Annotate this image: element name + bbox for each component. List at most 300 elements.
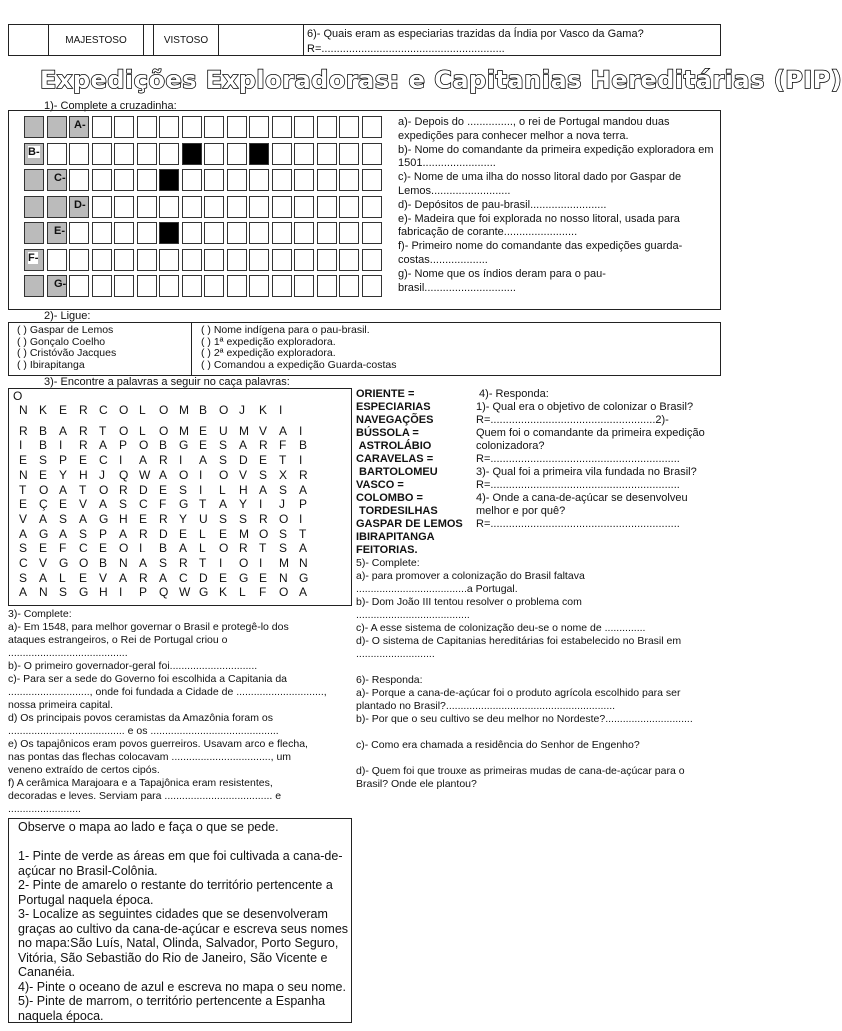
crossword-cell[interactable] (272, 116, 292, 138)
question-6-text: 6)- Quais eram as especiarias trazidas da Índia por Vasco da Gama? (307, 28, 644, 40)
crossword-cell[interactable] (204, 116, 224, 138)
ligue-left-item: ( ) Gonçalo Coelho (17, 335, 106, 348)
wordsearch-letter[interactable]: K (259, 403, 268, 417)
crossword-cell[interactable] (339, 196, 359, 218)
wordsearch-letter[interactable]: G (99, 511, 109, 526)
wordsearch-letter[interactable]: R (179, 556, 188, 570)
wordsearch-letter[interactable]: X (279, 467, 288, 482)
wordsearch-letter[interactable]: U (219, 423, 228, 438)
wordsearch-letter[interactable]: M (179, 423, 189, 438)
crossword-cell[interactable] (159, 196, 179, 218)
crossword-cell[interactable] (272, 169, 292, 191)
wordsearch-letter[interactable]: M (179, 403, 189, 417)
wordsearch-letter[interactable]: C (179, 570, 188, 585)
wordsearch-letter[interactable]: A (299, 541, 308, 556)
wordsearch-letter[interactable]: E (59, 497, 68, 512)
wordsearch-letter[interactable]: I (119, 585, 123, 600)
wordsearch-letter[interactable]: H (119, 511, 128, 526)
crossword-cell[interactable] (159, 249, 179, 271)
crossword-cell[interactable] (227, 275, 247, 297)
crossword-cell[interactable] (114, 275, 134, 297)
wordsearch-letter[interactable]: A (279, 423, 288, 438)
crossword-cell[interactable] (137, 275, 157, 297)
wordsearch-letter[interactable]: D (139, 482, 148, 497)
wordsearch-letter[interactable]: T (199, 497, 207, 512)
wordsearch-letter[interactable]: B (99, 556, 108, 570)
wordsearch-letter[interactable]: A (239, 438, 248, 453)
wordsearch-letter[interactable]: L (239, 585, 246, 600)
wordsearch-letter[interactable]: S (179, 482, 188, 497)
wordsearch-letter[interactable]: R (19, 423, 28, 438)
wordsearch-letter[interactable]: D (159, 526, 168, 541)
wordsearch-letter[interactable]: R (239, 541, 248, 556)
wordsearch-letter[interactable]: O (219, 467, 229, 482)
header-question-6 (307, 27, 722, 57)
wordsearch-letter[interactable]: A (19, 585, 28, 600)
wordsearch-letter[interactable]: Y (59, 467, 68, 482)
crossword-cell[interactable] (362, 116, 382, 138)
wordsearch-letter[interactable]: O (279, 585, 289, 600)
crossword-cell[interactable] (294, 196, 314, 218)
question-5-6-line: 5)- Complete: (356, 557, 420, 569)
crossword-cell[interactable] (227, 196, 247, 218)
wordsearch-letter[interactable]: G (39, 526, 49, 541)
wordsearch-letter[interactable]: O (219, 403, 229, 417)
wordsearch-letter[interactable]: S (219, 453, 228, 468)
wordsearch-letter[interactable]: E (19, 497, 28, 512)
crossword-cell[interactable] (137, 222, 157, 244)
wordsearch-letter[interactable]: L (139, 403, 146, 417)
wordsearch-letter[interactable]: E (139, 511, 148, 526)
wordsearch-letter[interactable]: A (59, 423, 68, 438)
wordsearch-letter[interactable]: L (219, 482, 226, 497)
crossword-cell[interactable] (362, 222, 382, 244)
wordsearch-letter[interactable]: O (79, 556, 89, 570)
wordsearch-letter[interactable]: B (159, 541, 168, 556)
crossword-cell[interactable] (69, 222, 89, 244)
wordsearch-letter[interactable]: R (259, 438, 268, 453)
wordsearch-letter[interactable]: V (79, 497, 88, 512)
crossword-cell[interactable] (294, 143, 314, 165)
wordsearch-letter[interactable]: C (99, 403, 108, 417)
crossword-cell[interactable] (249, 222, 269, 244)
crossword-cell[interactable] (182, 196, 202, 218)
wordsearch-letter[interactable]: A (59, 482, 68, 497)
wordsearch-letter[interactable]: P (139, 585, 148, 600)
wordsearch-letter[interactable]: E (179, 526, 188, 541)
wordsearch-letter[interactable]: S (219, 511, 228, 526)
wordsearch-letter[interactable]: P (59, 453, 68, 468)
wordsearch-letter[interactable]: J (239, 403, 245, 417)
wordsearch-letter[interactable]: P (119, 438, 128, 453)
wordsearch-letter[interactable]: N (299, 556, 308, 570)
wordsearch-letter[interactable]: R (299, 467, 308, 482)
crossword-cell[interactable] (137, 143, 157, 165)
crossword-cell[interactable] (362, 143, 382, 165)
wordsearch-letter[interactable]: A (199, 453, 208, 468)
crossword-cell[interactable] (159, 116, 179, 138)
wordsearch-letter[interactable]: A (159, 467, 168, 482)
wordsearch-letter[interactable]: Q (159, 585, 169, 600)
wordsearch-letter[interactable]: O (139, 438, 149, 453)
wordsearch-letter[interactable]: O (119, 541, 129, 556)
wordsearch-letter[interactable]: K (219, 585, 228, 600)
wordsearch-letter[interactable]: O (119, 403, 129, 417)
crossword-cell[interactable] (114, 222, 134, 244)
crossword-cell[interactable] (47, 143, 67, 165)
wordsearch-letter[interactable]: M (239, 526, 249, 541)
wordsearch-letter[interactable]: S (259, 467, 268, 482)
wordsearch-letter[interactable]: O (119, 423, 129, 438)
wordsearch-letter[interactable]: F (159, 497, 167, 512)
crossword-cell[interactable] (317, 143, 337, 165)
crossword-cell[interactable] (114, 196, 134, 218)
wordsearch-letter[interactable]: E (259, 453, 268, 468)
wordsearch-row (19, 453, 319, 468)
wordsearch-letter[interactable]: S (39, 453, 48, 468)
wordsearch-letter[interactable]: I (199, 482, 203, 497)
crossword-cell[interactable] (272, 222, 292, 244)
wordsearch-letter[interactable]: A (179, 541, 188, 556)
wordsearch-letter[interactable]: Ç (39, 497, 48, 512)
wordsearch-letter[interactable]: E (39, 541, 48, 556)
wordsearch-letter[interactable]: A (259, 482, 268, 497)
wordsearch-letter[interactable]: I (259, 556, 263, 570)
wordsearch-letter[interactable]: G (199, 585, 209, 600)
wordsearch-letter[interactable]: T (199, 556, 207, 570)
wordsearch-letter[interactable]: C (79, 541, 88, 556)
wordsearch-letter[interactable]: I (259, 497, 263, 512)
wordsearch-letter[interactable]: R (139, 570, 148, 585)
wordsearch-letter[interactable]: A (79, 511, 88, 526)
wordsearch-letter[interactable]: T (79, 482, 87, 497)
wordsearch-letter[interactable]: S (19, 541, 28, 556)
wordsearch-letter[interactable]: A (119, 570, 128, 585)
crossword-cell[interactable] (249, 275, 269, 297)
wordsearch-letter[interactable]: I (139, 541, 143, 556)
crossword-cell[interactable] (362, 275, 382, 297)
crossword-cell[interactable] (114, 249, 134, 271)
wordsearch-letter[interactable]: R (259, 511, 268, 526)
wordsearch-letter[interactable]: S (279, 526, 288, 541)
wordsearch-letter[interactable]: N (39, 585, 48, 600)
wordsearch-letter[interactable]: A (119, 526, 128, 541)
wordsearch-letter[interactable]: K (39, 403, 48, 417)
wordsearch-letter[interactable]: O (99, 482, 109, 497)
crossword-cell[interactable] (69, 249, 89, 271)
wordsearch-letter[interactable]: T (279, 453, 287, 468)
wordsearch-letter[interactable]: A (139, 453, 148, 468)
ligue-right-item: ( ) Nome indígena para o pau-brasil. (201, 324, 370, 336)
wordsearch-letter[interactable]: A (39, 511, 48, 526)
wordsearch-letter[interactable]: E (39, 467, 48, 482)
crossword-cell[interactable] (249, 249, 269, 271)
wordsearch-letter[interactable]: D (199, 570, 208, 585)
crossword-cell[interactable] (317, 116, 337, 138)
crossword-cell[interactable] (294, 222, 314, 244)
crossword-cell[interactable] (294, 275, 314, 297)
wordsearch-letter[interactable]: R (159, 453, 168, 468)
wordsearch-letter[interactable]: T (259, 541, 267, 556)
wordsearch-letter[interactable]: C (139, 497, 148, 512)
wordsearch-letter[interactable]: I (179, 453, 183, 468)
wordsearch-letter[interactable]: J (279, 497, 285, 512)
crossword-cell[interactable] (69, 143, 89, 165)
wordsearch-letter[interactable]: T (19, 482, 27, 497)
wordsearch-letter[interactable]: N (119, 556, 128, 570)
wordsearch-letter[interactable]: O (239, 556, 249, 570)
wordsearch-letter[interactable]: V (239, 467, 248, 482)
wordsearch-letter[interactable]: Y (179, 511, 188, 526)
wordsearch-letter[interactable]: N (19, 403, 28, 417)
wordsearch-letter[interactable]: E (159, 482, 168, 497)
crossword-cell[interactable] (272, 196, 292, 218)
crossword-cell[interactable] (227, 249, 247, 271)
crossword-cell[interactable] (339, 143, 359, 165)
wordsearch-letter[interactable]: L (139, 423, 146, 438)
wordsearch-row (19, 556, 319, 571)
crossword-cell[interactable] (69, 169, 89, 191)
wordsearch-letter[interactable]: P (299, 497, 308, 512)
wordsearch-letter[interactable]: B (39, 423, 48, 438)
clue-b: b)- Nome do comandante da primeira expedição exploradora em 1501........................ (398, 143, 714, 170)
crossword-cell[interactable] (114, 143, 134, 165)
wordsearch-letter[interactable]: I (299, 453, 303, 468)
crossword-cell[interactable] (92, 196, 112, 218)
wordsearch-letter[interactable]: E (79, 453, 88, 468)
wordsearch-letter[interactable]: A (99, 438, 108, 453)
wordsearch-letter[interactable]: S (279, 541, 288, 556)
crossword-cell[interactable] (317, 275, 337, 297)
wordsearch-letter[interactable]: Y (239, 497, 248, 512)
wordsearch-letter[interactable]: I (59, 438, 63, 453)
crossword-cell[interactable] (204, 222, 224, 244)
crossword-cell[interactable] (137, 116, 157, 138)
wordsearch-letter[interactable]: G (59, 556, 69, 570)
wordsearch-letter[interactable]: R (79, 403, 88, 417)
wordsearch-letter[interactable]: B (199, 403, 208, 417)
wordsearch-letter[interactable]: I (199, 467, 203, 482)
wordsearch-letter[interactable]: H (239, 482, 248, 497)
wordsearch-letter[interactable]: R (159, 511, 168, 526)
wordsearch-letter[interactable]: T (99, 423, 107, 438)
crossword-cell[interactable] (69, 275, 89, 297)
crossword-cell[interactable] (92, 275, 112, 297)
crossword-cell[interactable] (159, 143, 179, 165)
wordsearch-letter[interactable]: R (119, 482, 128, 497)
wordsearch-letter[interactable]: B (39, 438, 48, 453)
wordsearch-letter[interactable]: F (279, 438, 287, 453)
crossword-heading: 1)- Complete a cruzadinha: (44, 100, 177, 112)
wordsearch-letter[interactable]: E (219, 526, 228, 541)
wordsearch-letter[interactable]: S (239, 511, 248, 526)
crossword-cell[interactable] (182, 222, 202, 244)
crossword-cell[interactable] (317, 196, 337, 218)
wordsearch-letter[interactable]: B (159, 438, 168, 453)
crossword-cell[interactable] (249, 116, 269, 138)
wordsearch-letter[interactable]: L (59, 570, 66, 585)
wordsearch-letter[interactable]: E (219, 570, 228, 585)
crossword-cell[interactable] (137, 249, 157, 271)
wordsearch-letter[interactable]: L (199, 541, 206, 556)
wordsearch-letter[interactable]: O (159, 423, 169, 438)
crossword-cell[interactable] (182, 169, 202, 191)
crossword-cell[interactable] (339, 275, 359, 297)
wordsearch-letter[interactable]: H (99, 585, 108, 600)
wordsearch-letter[interactable]: A (299, 585, 308, 600)
wordsearch-letter[interactable]: E (199, 438, 208, 453)
question-3-line: 3)- Complete: (8, 608, 72, 620)
wordsearch-letter[interactable]: F (59, 541, 67, 556)
wordsearch-letter[interactable]: O (219, 541, 229, 556)
crossword-cell[interactable] (114, 169, 134, 191)
crossword-cell[interactable] (182, 275, 202, 297)
wordsearch-letter[interactable]: A (299, 482, 308, 497)
wordsearch-letter[interactable]: A (159, 570, 168, 585)
wordsearch-letter[interactable]: G (79, 585, 89, 600)
wordsearch-letter[interactable]: O (179, 467, 189, 482)
wordsearch-letter[interactable]: R (79, 438, 88, 453)
wordsearch-letter[interactable]: A (99, 497, 108, 512)
wordsearch-letter[interactable]: I (299, 423, 303, 438)
question-3-complete-block (8, 608, 352, 816)
wordsearch-letter[interactable]: V (19, 511, 28, 526)
crossword-cell[interactable] (249, 169, 269, 191)
wordsearch-letter[interactable]: V (259, 423, 268, 438)
wordsearch-letter[interactable]: E (59, 403, 68, 417)
crossword-cell[interactable] (317, 169, 337, 191)
wordsearch-letter[interactable]: I (299, 511, 303, 526)
wordsearch-letter[interactable]: E (199, 423, 208, 438)
wordsearch-letter[interactable]: R (79, 423, 88, 438)
crossword-cell[interactable] (227, 169, 247, 191)
crossword-cell[interactable] (92, 143, 112, 165)
crossword-cell[interactable] (272, 249, 292, 271)
crossword-cell[interactable] (339, 222, 359, 244)
crossword-cell[interactable] (159, 275, 179, 297)
wordsearch-letter[interactable]: G (239, 570, 249, 585)
wordsearch-letter[interactable]: E (259, 570, 268, 585)
crossword-cell[interactable] (114, 116, 134, 138)
crossword-cell[interactable] (137, 196, 157, 218)
crossword-row-label: A- (74, 119, 86, 131)
wordsearch-letter[interactable]: N (279, 570, 288, 585)
wordsearch-letter[interactable]: W (139, 467, 151, 482)
crossword-cell[interactable] (294, 249, 314, 271)
wordsearch-letter[interactable]: U (199, 511, 208, 526)
wordsearch-letter[interactable]: J (99, 467, 105, 482)
wordsearch-letter[interactable]: S (279, 482, 288, 497)
wordsearch-letter[interactable]: H (79, 467, 88, 482)
wordsearch-letter[interactable]: A (19, 526, 28, 541)
wordsearch-letter[interactable]: E (79, 570, 88, 585)
wordsearch-letter[interactable]: R (139, 526, 148, 541)
crossword-cell[interactable] (47, 249, 67, 271)
wordsearch-letter[interactable]: E (19, 453, 28, 468)
crossword-cell[interactable] (182, 116, 202, 138)
crossword-cell[interactable] (204, 249, 224, 271)
wordsearch-letter[interactable]: O (259, 526, 269, 541)
wordsearch-letter[interactable]: N (19, 467, 28, 482)
wordsearch-letter[interactable]: D (239, 453, 248, 468)
crossword-cell[interactable] (182, 249, 202, 271)
wordsearch-letter[interactable]: G (179, 497, 189, 512)
wordsearch-letter[interactable]: T (299, 526, 307, 541)
wordsearch-letter[interactable]: V (39, 556, 48, 570)
wordsearch-letter[interactable]: P (99, 526, 108, 541)
wordsearch-letter[interactable]: F (259, 585, 267, 600)
wordsearch-letter[interactable]: B (299, 438, 308, 453)
crossword-cell[interactable] (92, 169, 112, 191)
wordsearch-letter[interactable]: S (59, 585, 68, 600)
crossword-cell[interactable] (227, 116, 247, 138)
crossword-cell[interactable] (294, 116, 314, 138)
wordsearch-letter[interactable]: S (159, 556, 168, 570)
crossword-cell[interactable] (92, 222, 112, 244)
wordsearch-letter[interactable]: A (219, 497, 228, 512)
wordsearch-letter[interactable]: V (99, 570, 108, 585)
crossword-cell[interactable] (249, 196, 269, 218)
wordsearch-letter[interactable]: C (19, 556, 28, 570)
crossword-cell[interactable] (272, 275, 292, 297)
crossword-cell[interactable] (92, 249, 112, 271)
wordsearch-letter[interactable]: E (99, 541, 108, 556)
wordsearch-letter[interactable]: C (99, 453, 108, 468)
wordsearch-letter[interactable]: L (199, 526, 206, 541)
wordsearch-letter[interactable]: I (279, 403, 283, 417)
crossword-cell[interactable] (227, 222, 247, 244)
crossword-cell[interactable] (204, 196, 224, 218)
crossword-cell[interactable] (362, 169, 382, 191)
crossword-cell[interactable] (272, 143, 292, 165)
wordsearch-letter[interactable]: A (59, 526, 68, 541)
wordsearch-letter[interactable]: A (139, 556, 148, 570)
wordsearch-letter[interactable]: S (79, 526, 88, 541)
wordsearch-letter[interactable]: I (119, 453, 123, 468)
wordsearch-letter[interactable]: S (59, 511, 68, 526)
crossword-cell[interactable] (317, 249, 337, 271)
wordsearch-letter[interactable]: G (299, 570, 309, 585)
crossword-cell[interactable] (339, 169, 359, 191)
crossword-cell[interactable] (339, 249, 359, 271)
crossword-cell[interactable] (227, 143, 247, 165)
wordsearch-letter[interactable]: Q (119, 467, 129, 482)
wordsearch-letter[interactable]: I (19, 438, 23, 453)
crossword-cell[interactable] (92, 116, 112, 138)
wordsearch-letter[interactable]: S (19, 570, 28, 585)
wordsearch-letter[interactable]: S (119, 497, 128, 512)
wordsearch-letter[interactable]: O (159, 403, 169, 417)
wordsearch-letter[interactable]: M (239, 423, 249, 438)
crossword-cell[interactable] (204, 275, 224, 297)
wordsearch-letter[interactable]: O (39, 482, 49, 497)
wordsearch-letter[interactable]: W (179, 585, 191, 600)
crossword-cell[interactable] (339, 116, 359, 138)
crossword-cell[interactable] (204, 143, 224, 165)
crossword-cell[interactable] (294, 169, 314, 191)
wordsearch-letter[interactable]: M (279, 556, 289, 570)
crossword-cell[interactable] (137, 169, 157, 191)
crossword-cell[interactable] (362, 249, 382, 271)
wordsearch-letter[interactable]: I (219, 556, 223, 570)
wordsearch-letter[interactable]: O (279, 511, 289, 526)
crossword-cell[interactable] (362, 196, 382, 218)
wordsearch-letter[interactable]: G (179, 438, 189, 453)
wordsearch-letter[interactable]: S (219, 438, 228, 453)
wordsearch-letter[interactable]: A (39, 570, 48, 585)
crossword-cell[interactable] (204, 169, 224, 191)
crossword-cell[interactable] (317, 222, 337, 244)
